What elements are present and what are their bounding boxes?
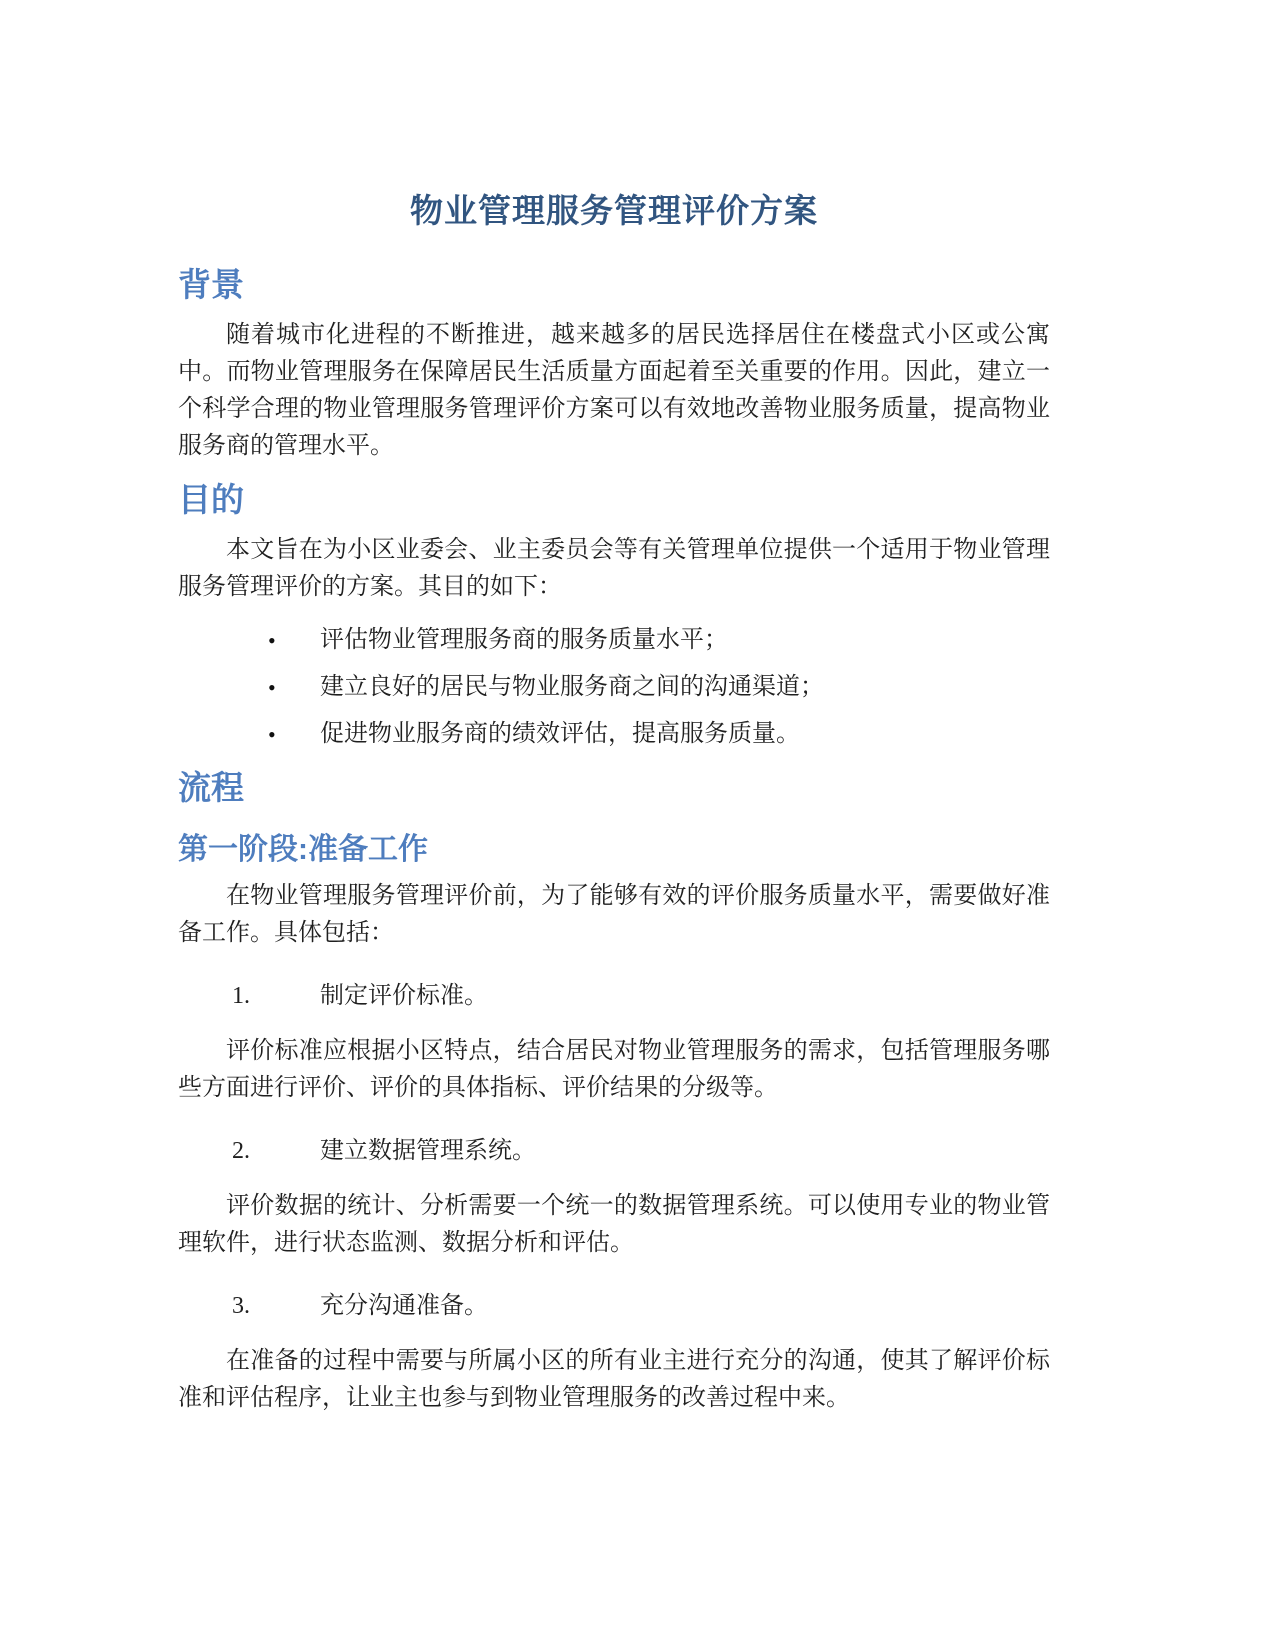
heading-purpose: 目的 xyxy=(178,481,244,518)
bullet-dot-icon: • xyxy=(268,628,276,653)
purpose-bullet-list xyxy=(178,622,1050,753)
step-item xyxy=(178,978,1050,1015)
bullet-item-text: 建立良好的居民与物业服务商之间的沟通渠道； xyxy=(320,674,824,700)
step-number: 3. xyxy=(232,1293,250,1319)
step-detail-paragraph: 评价数据的统计、分析需要一个统一的数据管理系统。可以使用专业的物业管理软件，进行状态监测、数据分析和评估。 xyxy=(178,1193,1050,1256)
document-title: 物业管理服务管理评价方案 xyxy=(410,192,818,229)
step-item xyxy=(178,1288,1050,1325)
step-number: 1. xyxy=(232,983,250,1009)
stage1-intro-paragraph: 在物业管理服务管理评价前，为了能够有效的评价服务质量水平，需要做好准备工作。具体包括： xyxy=(178,883,1050,946)
step-title-text: 制定评价标准。 xyxy=(320,983,488,1009)
step-title-text: 建立数据管理系统。 xyxy=(320,1138,536,1164)
bullet-item-text: 促进物业服务商的绩效评估，提高服务质量。 xyxy=(320,721,800,747)
heading-background: 背景 xyxy=(178,266,244,303)
step-detail-paragraph: 评价标准应根据小区特点，结合居民对物业管理服务的需求，包括管理服务哪些方面进行评价、评价的具体指标、评价结果的分级等。 xyxy=(178,1038,1050,1101)
step-number: 2. xyxy=(232,1138,250,1164)
bullet-dot-icon: • xyxy=(268,722,276,747)
document-content xyxy=(178,190,1050,1417)
bullet-item-text: 评估物业管理服务商的服务质量水平； xyxy=(320,627,728,653)
bullet-dot-icon: • xyxy=(268,675,276,700)
step-detail-paragraph: 在准备的过程中需要与所属小区的所有业主进行充分的沟通，使其了解评价标准和评估程序，让业主也参与到物业管理服务的改善过程中来。 xyxy=(178,1348,1050,1411)
step-title-text: 充分沟通准备。 xyxy=(320,1293,488,1319)
purpose-paragraph: 本文旨在为小区业委会、业主委员会等有关管理单位提供一个适用于物业管理服务管理评价的方案。其目的如下： xyxy=(178,537,1050,600)
list-item xyxy=(178,622,1050,659)
background-paragraph: 随着城市化进程的不断推进，越来越多的居民选择居住在楼盘式小区或公寓中。而物业管理服务在保障居民生活质量方面起着至关重要的作用。因此，建立一个科学合理的物业管理服务管理评价方案可以有效地改善物业服务质量，提高物业服务商的管理水平。 xyxy=(178,322,1050,459)
heading-process: 流程 xyxy=(178,769,244,806)
heading-stage1: 第一阶段:准备工作 xyxy=(178,833,428,866)
list-item xyxy=(178,669,1050,706)
step-item xyxy=(178,1133,1050,1170)
list-item xyxy=(178,716,1050,753)
